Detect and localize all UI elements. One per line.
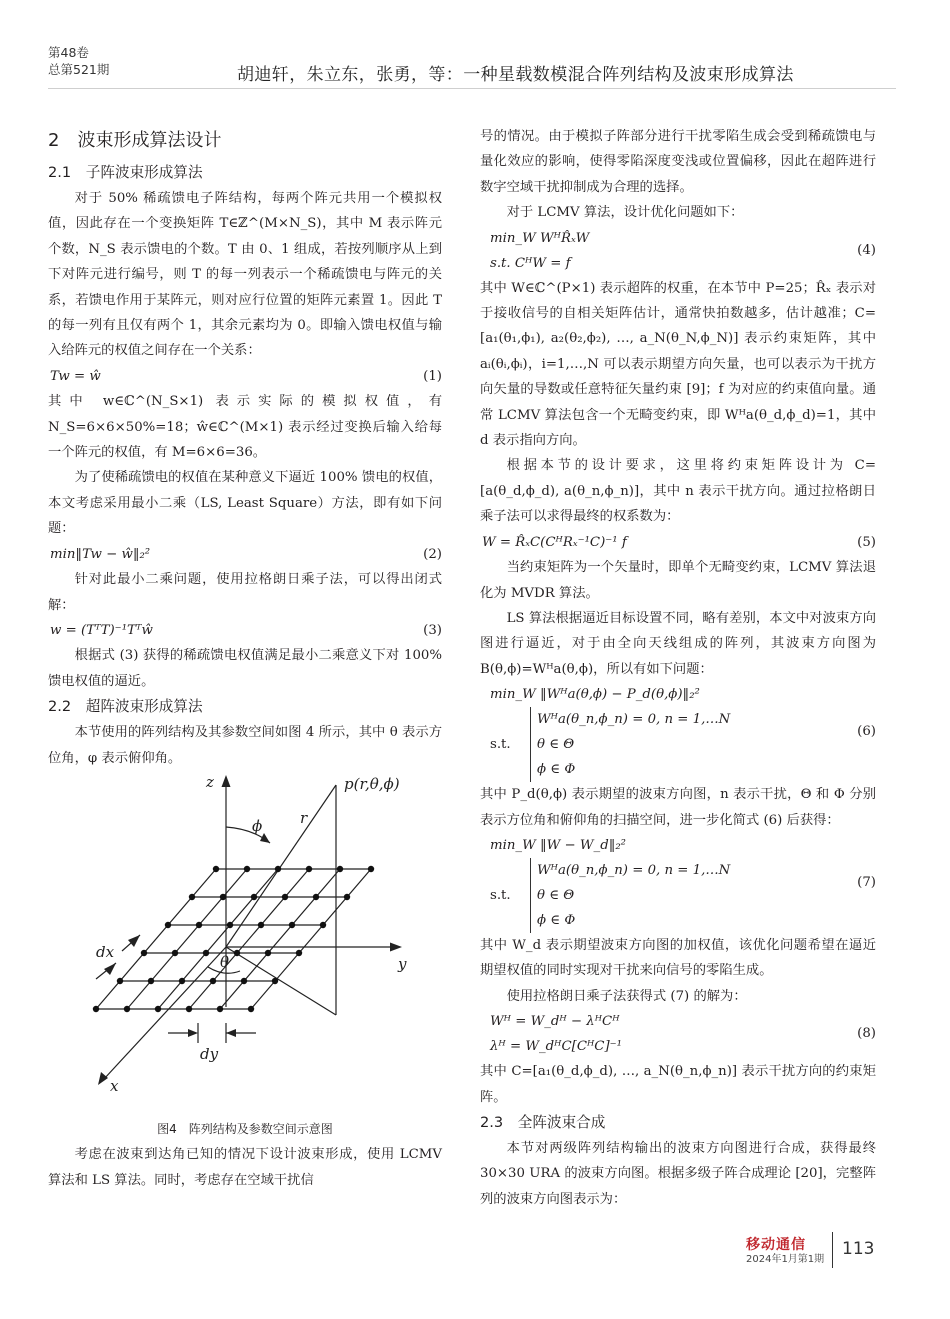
- paragraph: 号的情况。由于模拟子阵部分进行干扰零陷生成会受到稀疏馈电与量化效应的影响，使得零陷深度变浅或位置偏移，因此在超阵进行数字空域干扰抑制成为合理的选择。: [480, 129, 876, 195]
- z-axis-label: z: [206, 772, 214, 791]
- x-axis-label: x: [110, 1076, 119, 1095]
- constraint: θ ∈ Θ: [537, 887, 575, 903]
- paragraph: 根据本节的设计要求，这里将约束矩阵设计为 C=[a(θ_d,ϕ_d), a(θ_n,ϕ_n)]，其中 n 表示干扰方向。通过拉格朗日乘子法可以求得最终的权系数为：: [480, 458, 876, 525]
- equation-number: (2): [423, 546, 442, 562]
- paragraph: 根据式 (3) 获得的稀疏馈电权值满足最小二乘意义下对 100% 馈电权值的逼近。: [48, 648, 442, 689]
- issue-total-label: 总第521期: [48, 62, 110, 77]
- equation-objective: min_W ‖Wᴴa(θ,ϕ) − P_d(θ,ϕ)‖₂²: [490, 687, 700, 703]
- figure-caption: 图4 阵列结构及参数空间示意图: [157, 1122, 333, 1137]
- running-title: 胡迪轩，朱立东，张勇，等：一种星载数模混合阵列结构及波束形成算法: [237, 65, 794, 85]
- dx-label: dx: [96, 942, 115, 961]
- journal-volume: [48, 44, 109, 78]
- equation-line: min_W WᴴR̂ₓW: [490, 230, 590, 246]
- equation-number: (3): [423, 622, 442, 638]
- equation-2: [48, 542, 442, 567]
- paragraph: 本节对两级阵列结构输出的波束方向图进行合成，获得最终 30×30 URA 的波束方向图。根据多级子阵合成理论 [20]，完整阵列的波束方向图表示为：: [480, 1140, 876, 1207]
- subsection-heading-2-3: 2.3 全阵波束合成: [480, 1113, 606, 1131]
- equation-body: min‖Tw − ŵ‖₂²: [50, 546, 151, 562]
- footer-divider: [832, 1232, 833, 1268]
- subsection-heading-2-2: 2.2 超阵波束形成算法: [48, 698, 203, 716]
- constraint: Wᴴa(θ_n,ϕ_n) = 0, n = 1,…N: [537, 712, 731, 728]
- equation-3: [48, 618, 442, 643]
- equation-6: [480, 682, 876, 782]
- header-divider: [48, 88, 896, 89]
- radius-label: r: [300, 808, 308, 827]
- equation-objective: min_W ‖W − W_d‖₂²: [490, 837, 627, 853]
- equation-line: λᴴ = W_dᴴC[CᴴC]⁻¹: [490, 1039, 623, 1055]
- equation-number: (4): [857, 242, 876, 258]
- paragraph: 考虑在波束到达角已知的情况下设计波束形成，使用 LCMV 算法和 LS 算法。同时，考虑存在空域干扰信: [48, 1147, 442, 1188]
- paragraph: 使用拉格朗日乘子法获得式 (7) 的解为：: [506, 988, 747, 1004]
- paragraph: 其中 W∈ℂ^(P×1) 表示超阵的权重，在本节中 P=25；R̂ₓ 表示对于接收信号的自相关矩阵估计，通常快拍数越多，估计越准；C=[a₁(θ₁,ϕ₁), a₂(θ₂,ϕ₂), …, a_N(θ_N,ϕ_N)] 表示约束矩阵，其中 aᵢ(θᵢ,ϕᵢ)，i=1,…,N 可以表示期望方向矢量，也可以表示为干扰方向矢量的导数或任意特征矢量约束 [9]；f 为对应的约束值向量。通常 LCMV 算法包含一个无畸变约束，即 Wᴴa(θ_d,ϕ_d)=1，其中 d 表示指向方向。: [480, 280, 876, 449]
- subject-to-label: s.t.: [490, 887, 511, 903]
- paragraph: 其中 P_d(θ,ϕ) 表示期望的波束方向图，n 表示干扰，Θ 和 Φ 分别表示方位角和俯仰角的扫描空间，进一步化简式 (6) 后获得：: [480, 787, 876, 828]
- journal-brand: 移动通信: [746, 1237, 806, 1253]
- left-column: [48, 124, 442, 1193]
- equation-number: (8): [857, 1026, 876, 1042]
- constraint: θ ∈ Θ: [537, 737, 575, 753]
- equation-4: [480, 226, 876, 276]
- equation-body: W = R̂ₓC(CᴴRₓ⁻¹C)⁻¹ f: [482, 534, 627, 550]
- journal-issue: 2024年1月第1期: [746, 1254, 825, 1265]
- equation-body: w = (TᵀT)⁻¹Tᵀŵ: [50, 622, 153, 638]
- equation-number: (6): [857, 724, 876, 740]
- subject-to-label: s.t.: [490, 737, 511, 753]
- paragraph: 其中 C=[a₁(θ_d,ϕ_d), …, a_N(θ_n,ϕ_n)] 表示干扰方向的约束矩阵。: [480, 1064, 876, 1105]
- paragraph: 对于 50% 稀疏馈电子阵结构，每两个阵元共用一个模拟权值，因此存在一个变换矩阵 T∈ℤ^(M×N_S)，其中 M 表示阵元个数，N_S 表示馈电的个数。T 由 0、1 组成，若按列顺序从上到下对阵元进行编号，则 T 的每一列表示一个稀疏馈电与阵元的关系，若馈电作用于某阵元，则对应行位置的矩阵元素置 1。因此 T 的每一列有且仅有两个 1，其余元素均为 0。即输入馈电权值与输入给阵元的权值之间存在一个关系：: [48, 191, 442, 359]
- paragraph: 为了使稀疏馈电的权值在某种意义下逼近 100% 馈电的权值，本文考虑采用最小二乘（LS, Least Square）方法，即有如下问题：: [48, 470, 442, 537]
- figure-4: [48, 771, 442, 1138]
- equation-5: [480, 530, 876, 555]
- right-column: [480, 124, 876, 1212]
- constraint: Wᴴa(θ_n,ϕ_n) = 0, n = 1,…N: [537, 862, 731, 878]
- subsection-heading-2-1: 2.1 子阵波束形成算法: [48, 164, 203, 181]
- equation-line: s.t. CᴴW = f: [490, 255, 571, 271]
- y-axis-label: y: [398, 954, 407, 973]
- equation-8: [480, 1009, 876, 1059]
- phi-label: ϕ: [252, 816, 263, 835]
- dy-label: dy: [200, 1044, 219, 1063]
- equation-number: (1): [423, 368, 442, 384]
- equation-number: (5): [857, 534, 876, 550]
- paragraph: 针对此最小二乘问题，使用拉格朗日乘子法，可以得出闭式解：: [48, 572, 442, 613]
- paragraph: 本节使用的阵列结构及其参数空间如图 4 所示，其中 θ 表示方位角，φ 表示俯仰角。: [48, 725, 442, 766]
- equation-number: (7): [857, 875, 876, 891]
- paragraph: 其中 w∈ℂ^(N_S×1) 表示实际的模拟权值，有 N_S=6×6×50%=18；ŵ∈ℂ^(M×1) 表示经过变换后输入给每一个阵元的权值，有 M=6×6=36。: [48, 394, 442, 461]
- volume-label: 第48卷: [48, 45, 89, 60]
- equation-body: Tw = ŵ: [50, 368, 101, 384]
- constraint: ϕ ∈ Φ: [537, 912, 576, 928]
- array-geometry-diagram: [48, 771, 442, 1109]
- paragraph: LS 算法根据逼近目标设置不同，略有差别，本文中对波束方向图进行逼近，对于由全向天线组成的阵列，其波束方向图为 B(θ,ϕ)=Wᴴa(θ,ϕ)，所以有如下问题：: [480, 610, 876, 677]
- section-heading-2: 2 波束形成算法设计: [48, 130, 222, 151]
- equation-line: Wᴴ = W_dᴴ − λᴴCᴴ: [490, 1014, 620, 1030]
- radius-vector: [226, 785, 336, 947]
- equation-7: [480, 833, 876, 933]
- page-number: 113: [842, 1239, 875, 1259]
- paragraph: 对于 LCMV 算法，设计优化问题如下：: [506, 205, 744, 221]
- point-label: p(r,θ,ϕ): [344, 774, 400, 793]
- theta-label: θ: [220, 952, 230, 971]
- paragraph: 当约束矩阵为一个矢量时，即单个无畸变约束，LCMV 算法退化为 MVDR 算法。: [480, 560, 876, 601]
- constraint: ϕ ∈ Φ: [537, 762, 576, 778]
- paragraph: 其中 W_d 表示期望波束方向图的加权值，该优化问题希望在逼近期望权值的同时实现对干扰来向信号的零陷生成。: [480, 937, 876, 979]
- equation-1: [48, 364, 442, 389]
